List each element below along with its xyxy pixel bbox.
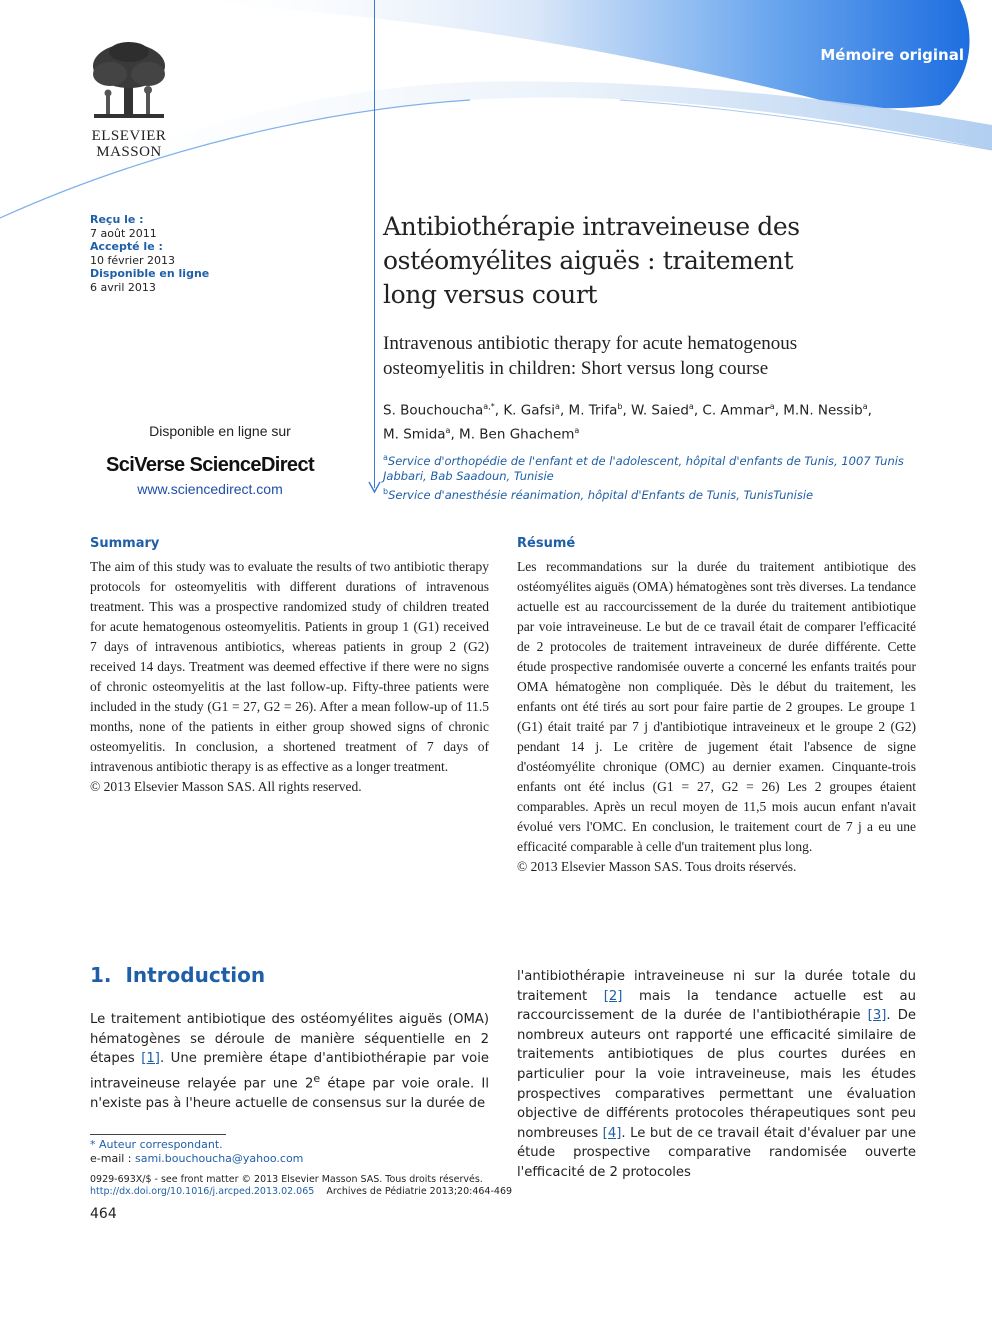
intro-text: mais la tendance actuelle est au raccourcissement de la durée de l'antibiothérapie — [517, 988, 917, 1024]
resume-body — [517, 557, 916, 877]
author-separator: , — [693, 402, 703, 419]
received-value: 7 août 2011 — [90, 226, 157, 240]
summary-body — [90, 557, 489, 797]
page-number: 464 — [90, 1206, 117, 1222]
doi-link[interactable]: http://dx.doi.org/10.1016/j.arcped.2013.02.065 — [90, 1186, 315, 1197]
author-separator: , — [622, 402, 632, 419]
title-en-line-2: osteomyelitis in children: Short versus long course — [383, 358, 769, 379]
title-french — [383, 210, 833, 312]
superscript: e — [313, 1071, 321, 1085]
tree-logo-icon — [86, 40, 172, 122]
author-separator: , — [774, 402, 784, 419]
arrow-down-icon — [368, 480, 381, 494]
online-value: 6 avril 2013 — [90, 280, 156, 294]
intro-text: . Une première étape d'antibiothérapie par voie intraveineuse relayée par une 2 — [90, 1051, 489, 1092]
received-label: Reçu le : — [90, 213, 144, 226]
doi-line — [90, 1186, 512, 1198]
footnote-rule — [90, 1134, 226, 1135]
author-affiliation: a — [445, 425, 451, 435]
introduction-number: 1. — [90, 963, 112, 987]
introduction-col-1 — [90, 1010, 489, 1113]
author-name: S. Bouchoucha — [383, 402, 484, 419]
availability-label: Disponible en ligne sur — [149, 423, 291, 439]
footer-meta — [90, 1174, 512, 1198]
author-name: M. Smida — [383, 426, 446, 442]
author-affiliation: a — [688, 402, 694, 411]
author-name: M. Ben Ghachem — [459, 426, 575, 442]
resume-heading: Résumé — [517, 536, 576, 551]
author-name: C. Ammar — [702, 402, 770, 419]
affiliation-marker: b — [383, 486, 389, 496]
author-line-2 — [383, 421, 923, 445]
corresponding-author-note: * Auteur correspondant. — [90, 1138, 223, 1151]
title-fr-line-1: Antibiothérapie intraveineuse des — [383, 212, 800, 241]
affiliation-b — [383, 484, 923, 503]
summary-copyright: © 2013 Elsevier Masson SAS. All rights reserved. — [90, 779, 362, 794]
author-name: W. Saied — [631, 402, 689, 419]
author-list — [383, 397, 923, 444]
intro-text: . De nombreux auteurs ont rapporté une efficacité similaire de traitements antibiotiques de plus courtes durées en particulier pour la voie intraveineuse, mais les études prospectives comparatives permettant une évaluation objective de différents protocoles thérapeutiques sont peu nombreuses — [517, 1008, 917, 1141]
sciencedirect-box — [90, 423, 330, 497]
sciencedirect-link[interactable]: www.sciencedirect.com — [137, 481, 283, 497]
author-separator: , — [559, 402, 569, 419]
author-affiliation: a,* — [483, 402, 495, 411]
author-affiliation: a — [555, 402, 560, 411]
author-affiliation: a — [574, 425, 580, 435]
affiliation-a — [383, 450, 923, 469]
intro-text: Le traitement antibiotique des ostéomyélites aiguës (OMA) hématogènes se déroule de manière séquentielle en 2 étapes — [90, 1012, 489, 1067]
footnote — [90, 1138, 303, 1166]
elsevier-logo — [86, 40, 172, 159]
article-dates — [90, 213, 209, 294]
citation-link[interactable]: [1] — [141, 1051, 160, 1067]
introduction-col-2 — [517, 967, 916, 1183]
introduction-paragraph-1 — [90, 1010, 489, 1113]
email-link[interactable]: sami.bouchoucha@yahoo.com — [135, 1152, 304, 1165]
author-affiliation: a — [769, 402, 775, 411]
affiliation-a-cont: Jabbari, Bab Saadoun, Tunisie — [383, 468, 554, 483]
intro-text: . Le but de ce travail était d'évaluer par une étude prospective comparative randomisée ouverte l'efficacité de 2 protocoles — [517, 1125, 916, 1180]
section-label: Mémoire original — [820, 46, 964, 64]
affiliation-marker: a — [383, 453, 388, 462]
author-line-1 — [383, 397, 923, 421]
email-line — [90, 1152, 303, 1166]
intro-text: étape par voie orale. Il n'existe pas à l'heure actuelle de consensus sur la durée de — [90, 1076, 489, 1111]
affiliations — [383, 450, 923, 503]
author-name: M.N. Nessib — [783, 402, 863, 419]
introduction-title: Introduction — [125, 963, 266, 987]
author-name: M. Trifa — [568, 402, 618, 419]
sciencedirect-brand: SciVerse ScienceDirect — [105, 454, 315, 476]
author-separator: , — [867, 402, 872, 419]
introduction-paragraph-2 — [517, 967, 916, 1183]
title-fr-line-3: long versus court — [383, 280, 598, 309]
vertical-divider — [374, 0, 375, 488]
summary-text: The aim of this study was to evaluate the results of two antibiotic therapy protocols for osteomyelitis with different durations of intravenous treatment. This was a prospective randomized study of children treated for acute hematogenous osteomyelitis. Patients in group 1 (G1) received 7 days of intravenous antibiotics, whereas patients in group 2 (G2) received 14 days. Treatment was deemed effective if there were no signs of chronic osteomyelitis at the last follow-up. Fifty-three patients were included in the study (G1 = 27, G2 = 26). After a mean follow-up of 11.5 months, none of the patients in either group showed signs of chronic osteomyelitis. In conclusion, a shortened treatment of 7 days of intravenous antibiotic therapy is as effective as a longer treatment. — [90, 559, 489, 774]
journal-citation: Archives de Pédiatrie 2013;20:464-469 — [326, 1186, 513, 1197]
citation-link[interactable]: [4] — [602, 1125, 622, 1141]
title-en-line-1: Intravenous antibiotic therapy for acute hematogenous — [383, 333, 798, 354]
introduction-heading — [90, 963, 265, 987]
author-name: K. Gafsi — [503, 402, 556, 419]
citation-link[interactable]: [3] — [867, 1008, 887, 1024]
title-fr-line-2: ostéomyélites aiguës : traitement — [383, 246, 794, 275]
title-english — [383, 331, 903, 381]
intro-text: l'antibiothérapie intraveineuse ni sur la durée totale du traitement — [517, 969, 916, 1004]
summary-heading: Summary — [90, 536, 160, 551]
citation-link[interactable]: [2] — [603, 988, 623, 1004]
online-label: Disponible en ligne — [90, 267, 210, 280]
author-separator: , — [494, 402, 504, 419]
accepted-label: Accepté le : — [90, 240, 163, 253]
logo-line-masson: MASSON — [96, 144, 162, 160]
issn-line: 0929-693X/$ - see front matter © 2013 Elsevier Masson SAS. Tous droits réservés. — [90, 1174, 483, 1185]
resume-copyright: © 2013 Elsevier Masson SAS. Tous droits réservés. — [517, 859, 797, 874]
author-affiliation: a — [862, 402, 868, 411]
email-label: e-mail : — [90, 1152, 136, 1165]
affiliation-text: Service d'anesthésie réanimation, hôpital d'Enfants de Tunis, TunisTunisie — [388, 487, 814, 502]
accepted-value: 10 février 2013 — [90, 253, 176, 267]
author-affiliation: b — [617, 402, 623, 411]
affiliation-text: Service d'orthopédie de l'enfant et de l'adolescent, hôpital d'enfants de Tunis, 1007 Tunis — [387, 453, 904, 468]
logo-line-elsevier: ELSEVIER — [91, 128, 167, 144]
author-separator: , — [450, 426, 460, 442]
resume-text: Les recommandations sur la durée du traitement antibiotique des ostéomyélites aiguës (OMA) hématogènes sont très diverses. La tendance actuelle est au raccourcissement de la durée du traitement antibiotique par voie intraveineuse. Le but de ce travail était de comparer l'efficacité de 2 protocoles de traitement intraveineux de durée différente. Cette étude prospective randomisée ouverte a concerné les enfants traités pour OMA hématogène non compliquée. Dès le début du traitement, les enfants ont été tirés au sort pour faire partie de 2 groupes. Le groupe 1 (G1) était traité par 7 j d'antibiotique intraveineux et le groupe 2 (G2) pendant 14 j. Le critère de jugement était l'absence de signe d'ostéomyélite chronique (OMC) au dernier examen. Cinquante-trois enfants ont été inclus (G1 = 27, G2 = 26) Les 2 groupes étaient comparables. Après un recul moyen de 11,5 mois aucun enfant n'avait évolué vers l'OMC. En conclusion, le traitement court de 7 j a eu une efficacité comparable à celle d'un traitement plus long. — [517, 559, 916, 854]
